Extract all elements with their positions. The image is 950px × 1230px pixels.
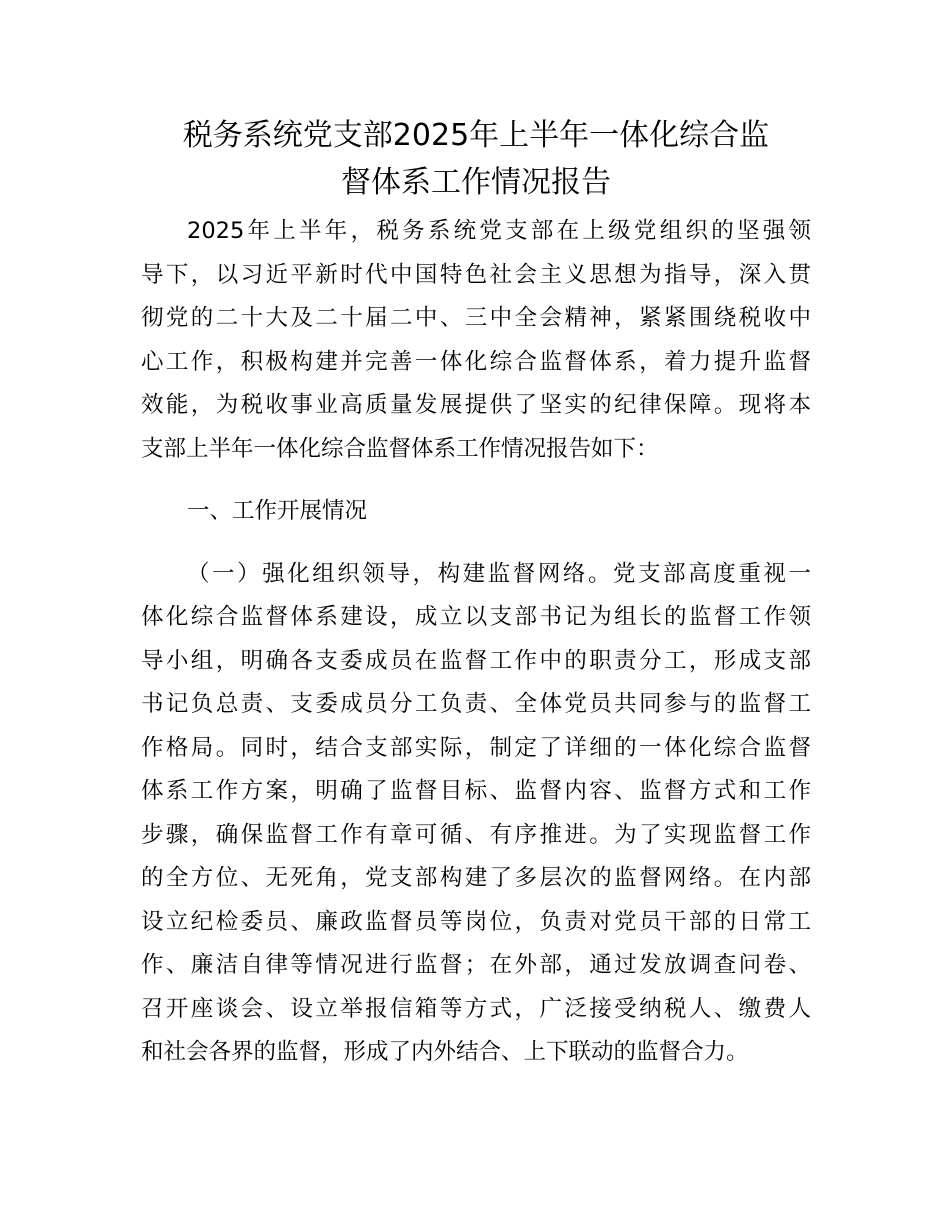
paragraph-line: （一）强化组织领导，构建监督网络。党支部高度重视一	[187, 560, 811, 587]
paragraph-line: 体系工作方案，明确了监督目标、监督内容、监督方式和工作	[141, 778, 811, 804]
paragraph-line: 导小组，明确各支委成员在监督工作中的职责分工，形成支部	[141, 647, 811, 674]
paragraph-line: 步骤，确保监督工作有章可循、有序推进。为了实现监督工作	[141, 821, 811, 848]
paragraph-line: 书记负总责、支委成员分工负责、全体党员共同参与的监督工	[141, 691, 811, 717]
paragraph-line: 导下，以习近平新时代中国特色社会主义思想为指导，深入贯	[141, 261, 811, 288]
document-body	[141, 112, 811, 1075]
paragraph-line: 心工作，积极构建并完善一体化综合监督体系，着力提升监督	[141, 348, 811, 375]
paragraph-line: 效能，为税收事业高质量发展提供了坚实的纪律保障。现将本	[141, 392, 811, 418]
paragraph-line: 2025年上半年，税务系统党支部在上级党组织的坚强领	[187, 218, 811, 244]
paragraph-line: 召开座谈会、设立举报信箱等方式，广泛接受纳税人、缴费人	[141, 995, 811, 1022]
title-line-2: 督体系工作情况报告	[341, 165, 611, 200]
title-line-1: 税务系统党支部2025年上半年一体化综合监	[182, 118, 770, 153]
paragraph-line: 彻党的二十大及二十届二中、三中全会精神，紧紧围绕税收中	[141, 305, 811, 331]
paragraph-line: 支部上半年一体化综合监督体系工作情况报告如下：	[141, 435, 659, 462]
paragraph-line: 设立纪检委员、廉政监督员等岗位，负责对党员干部的日常工	[141, 908, 811, 935]
paragraph-line: 和社会各界的监督，形成了内外结合、上下联动的监督合力。	[141, 1039, 749, 1065]
paragraph-intro	[141, 210, 811, 1075]
document-title	[141, 112, 811, 206]
paragraph-line: 体化综合监督体系建设，成立以支部书记为组长的监督工作领	[141, 604, 811, 630]
paragraph-line: 的全方位、无死角，党支部构建了多层次的监督网络。在内部	[141, 865, 811, 891]
paragraph-line: 作格局。同时，结合支部实际，制定了详细的一体化综合监督	[141, 734, 811, 761]
section-heading: 一、工作开展情况	[187, 498, 368, 524]
paragraph-line: 作、廉洁自律等情况进行监督；在外部，通过发放调查问卷、	[141, 952, 811, 978]
paragraph-organization	[141, 553, 811, 1075]
